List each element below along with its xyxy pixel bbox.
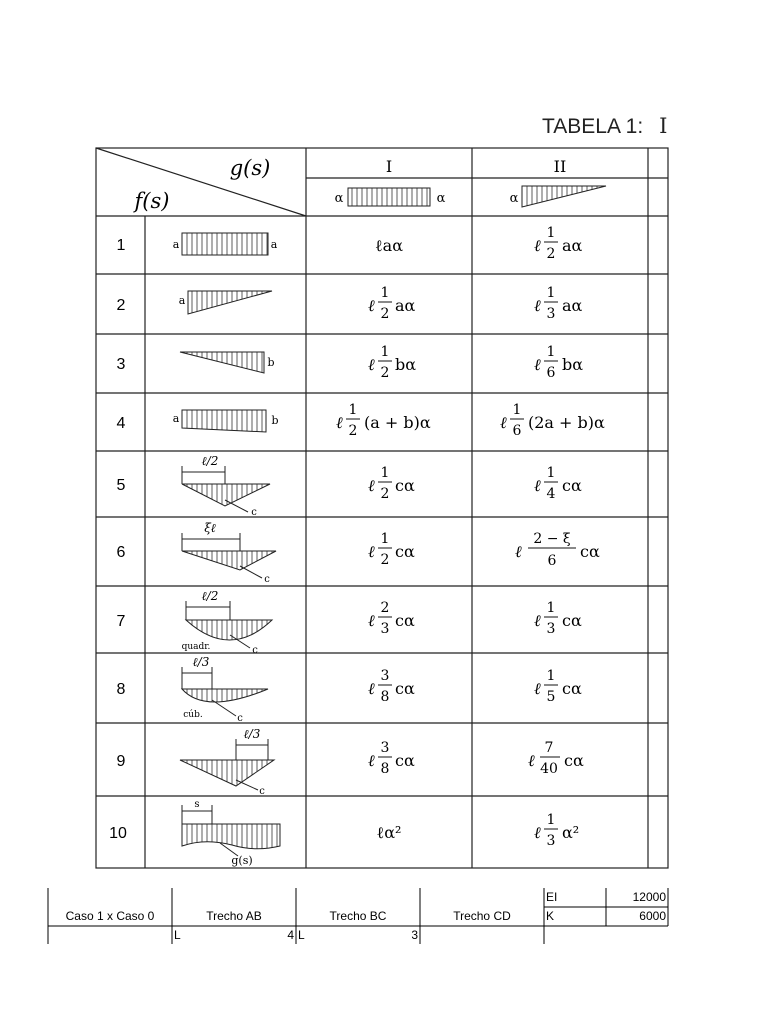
svg-text:1: 1 — [380, 285, 390, 301]
title-label: TABELA 1: — [542, 115, 644, 138]
svg-text:cα: cα — [562, 611, 582, 630]
col1-formulas — [336, 236, 431, 842]
svg-text:cα: cα — [580, 542, 600, 561]
diagram-row-7 — [182, 589, 272, 656]
svg-text:cα: cα — [564, 751, 584, 770]
svg-text:b: b — [267, 356, 275, 369]
l-ab-label-cell[interactable]: L — [174, 928, 181, 942]
svg-text:1: 1 — [512, 402, 522, 418]
trecho-ab-cell[interactable]: Trecho AB — [206, 909, 262, 923]
formula — [368, 285, 416, 322]
svg-text:1: 1 — [546, 465, 556, 481]
svg-text:α: α — [509, 191, 519, 206]
svg-text:ℓ: ℓ — [368, 679, 375, 698]
svg-text:3: 3 — [380, 740, 390, 756]
svg-text:ℓ: ℓ — [500, 413, 507, 432]
svg-text:c: c — [264, 574, 270, 585]
svg-text:ℓ: ℓ — [368, 611, 375, 630]
svg-text:cα: cα — [562, 476, 582, 495]
formula — [534, 600, 582, 637]
formula — [534, 344, 583, 381]
svg-text:α: α — [334, 191, 344, 206]
trecho-cd-cell[interactable]: Trecho CD — [453, 909, 511, 923]
svg-text:cα: cα — [395, 679, 415, 698]
diagram-row-10 — [182, 799, 280, 867]
formula — [368, 531, 415, 568]
svg-text:1: 1 — [380, 465, 390, 481]
svg-text:3: 3 — [380, 621, 390, 637]
diagram-row-8 — [182, 655, 268, 724]
l-ab-value-cell[interactable]: 4 — [287, 928, 294, 942]
svg-text:1: 1 — [546, 344, 556, 360]
svg-text:5: 5 — [546, 689, 556, 705]
svg-text:ℓ: ℓ — [368, 355, 375, 374]
row-number: 6 — [116, 544, 126, 561]
f-label: f(s) — [134, 189, 170, 213]
svg-text:4: 4 — [546, 486, 556, 502]
formula — [534, 285, 583, 322]
diagram-row-1 — [173, 233, 278, 255]
svg-text:c: c — [252, 645, 258, 656]
ei-label-cell[interactable]: EI — [546, 890, 558, 904]
svg-text:(2a + b)α: (2a + b)α — [528, 413, 605, 432]
svg-text:cα: cα — [395, 476, 415, 495]
formula — [368, 668, 415, 705]
svg-text:a: a — [172, 412, 180, 425]
svg-text:bα: bα — [562, 355, 584, 374]
diagram-row-3 — [180, 352, 275, 373]
svg-text:cα: cα — [395, 542, 415, 561]
svg-text:1: 1 — [546, 285, 556, 301]
svg-text:6: 6 — [547, 553, 557, 569]
svg-text:1: 1 — [380, 344, 390, 360]
svg-text:7: 7 — [544, 740, 554, 756]
col1-header: I — [385, 157, 393, 176]
formula — [528, 740, 584, 777]
col1-header-diagram — [335, 188, 446, 206]
svg-text:b: b — [271, 414, 279, 427]
formula — [534, 465, 582, 502]
svg-text:ℓ: ℓ — [368, 296, 375, 315]
formula — [534, 225, 583, 262]
svg-text:aα: aα — [395, 296, 416, 315]
svg-text:aα: aα — [562, 236, 583, 255]
svg-text:ξℓ: ξℓ — [204, 521, 216, 535]
svg-text:α²: α² — [562, 823, 580, 842]
row-number: 5 — [116, 477, 126, 494]
svg-text:3: 3 — [546, 621, 556, 637]
svg-text:ℓ: ℓ — [534, 476, 541, 495]
formula — [368, 600, 415, 637]
row-number: 9 — [116, 753, 126, 770]
row-number: 8 — [116, 681, 126, 698]
col2-header-diagram — [510, 186, 606, 207]
col2-formulas — [500, 225, 605, 849]
svg-text:6: 6 — [546, 365, 556, 381]
row-number: 3 — [116, 356, 126, 373]
svg-text:ℓ: ℓ — [336, 413, 343, 432]
svg-text:ℓ: ℓ — [534, 679, 541, 698]
diagram-row-4 — [173, 410, 279, 432]
diagram-row-9 — [180, 727, 274, 797]
svg-text:ℓ: ℓ — [534, 296, 541, 315]
row-number: 7 — [116, 613, 126, 630]
svg-text:2: 2 — [380, 306, 390, 322]
row-number: 2 — [116, 297, 126, 314]
formula — [500, 402, 605, 439]
row-number: 1 — [116, 237, 126, 254]
svg-text:ℓ/2: ℓ/2 — [201, 589, 219, 603]
ei-value-cell[interactable]: 12000 — [632, 890, 666, 904]
svg-text:ℓ: ℓ — [368, 751, 375, 770]
formula — [515, 531, 600, 569]
svg-text:1: 1 — [380, 531, 390, 547]
svg-text:2: 2 — [546, 246, 556, 262]
svg-text:bα: bα — [395, 355, 417, 374]
svg-text:ℓ/3: ℓ/3 — [192, 655, 210, 669]
svg-text:cα: cα — [395, 751, 415, 770]
svg-text:1: 1 — [546, 812, 556, 828]
svg-text:quadr.: quadr. — [181, 642, 211, 652]
k-value-cell[interactable]: 6000 — [639, 909, 666, 923]
svg-text:ℓ: ℓ — [515, 542, 522, 561]
svg-text:ℓ: ℓ — [534, 611, 541, 630]
formula: ℓaα — [374, 236, 404, 255]
row-number: 4 — [116, 415, 126, 432]
svg-text:8: 8 — [380, 761, 390, 777]
title-roman: I — [659, 114, 668, 138]
svg-text:1: 1 — [546, 668, 556, 684]
svg-text:ℓ/2: ℓ/2 — [201, 454, 219, 468]
svg-text:ℓ: ℓ — [534, 236, 541, 255]
svg-text:3: 3 — [546, 306, 556, 322]
diagram-row-6 — [182, 521, 276, 585]
caso-cell[interactable]: Caso 1 x Caso 0 — [65, 909, 155, 923]
l-bc-label-cell[interactable]: L — [298, 928, 305, 942]
row-numbers — [109, 237, 127, 842]
svg-text:2: 2 — [348, 423, 358, 439]
svg-text:2: 2 — [380, 552, 390, 568]
svg-text:40: 40 — [540, 761, 558, 777]
formula: ℓα² — [376, 823, 402, 842]
svg-text:3: 3 — [546, 833, 556, 849]
k-label-cell[interactable]: K — [546, 909, 555, 923]
svg-text:3: 3 — [380, 668, 390, 684]
svg-text:ℓ/3: ℓ/3 — [243, 727, 261, 741]
svg-text:1: 1 — [348, 402, 358, 418]
svg-text:6: 6 — [512, 423, 522, 439]
formula — [368, 344, 416, 381]
formula — [368, 465, 415, 502]
svg-text:c: c — [259, 786, 265, 797]
svg-text:2 − ξ: 2 − ξ — [533, 531, 571, 547]
svg-text:s: s — [194, 799, 200, 810]
svg-text:α: α — [436, 191, 446, 206]
svg-text:cα: cα — [395, 611, 415, 630]
svg-text:a: a — [270, 238, 278, 251]
svg-text:2: 2 — [380, 600, 390, 616]
svg-text:ℓ: ℓ — [368, 542, 375, 561]
row-number: 10 — [109, 825, 127, 842]
svg-text:a: a — [172, 238, 180, 251]
trecho-bc-cell[interactable]: Trecho BC — [329, 909, 387, 923]
formula — [534, 812, 579, 849]
diagram-row-2 — [179, 291, 272, 314]
svg-text:c: c — [237, 713, 243, 724]
svg-text:g(s): g(s) — [231, 854, 253, 867]
svg-text:cúb.: cúb. — [183, 710, 203, 720]
svg-text:2: 2 — [380, 486, 390, 502]
svg-text:1: 1 — [546, 225, 556, 241]
svg-text:a: a — [178, 294, 186, 307]
svg-text:c: c — [251, 507, 257, 518]
svg-text:8: 8 — [380, 689, 390, 705]
svg-text:1: 1 — [546, 600, 556, 616]
svg-text:cα: cα — [562, 679, 582, 698]
formula — [368, 740, 415, 777]
svg-text:ℓ: ℓ — [368, 476, 375, 495]
svg-text:ℓ: ℓ — [528, 751, 535, 770]
svg-text:aα: aα — [562, 296, 583, 315]
svg-text:2: 2 — [380, 365, 390, 381]
svg-text:(a + b)α: (a + b)α — [364, 413, 431, 432]
diagram-row-5 — [182, 454, 270, 518]
formula — [534, 668, 582, 705]
col2-header: II — [553, 157, 567, 176]
formula — [336, 402, 431, 439]
svg-text:ℓ: ℓ — [534, 823, 541, 842]
l-bc-value-cell[interactable]: 3 — [411, 928, 418, 942]
svg-text:ℓ: ℓ — [534, 355, 541, 374]
g-label: g(s) — [229, 156, 271, 180]
